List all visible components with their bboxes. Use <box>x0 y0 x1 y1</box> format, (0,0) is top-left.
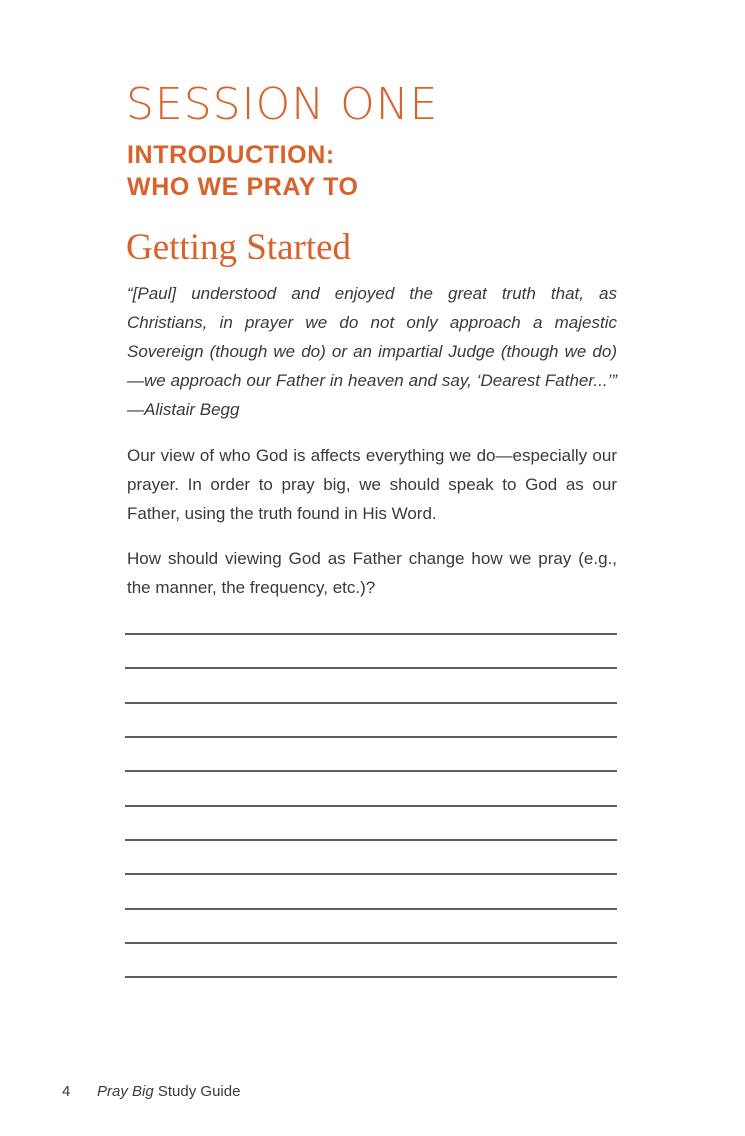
section-heading: Getting Started <box>126 227 352 268</box>
session-subtitle <box>127 139 359 203</box>
answer-line[interactable] <box>125 736 617 738</box>
subtitle-line-2: WHO WE PRAY TO <box>127 173 359 201</box>
answer-line[interactable] <box>125 942 617 944</box>
intro-paragraph: Our view of who God is affects everything we do—especially our prayer. In order to pray big, we should speak to God as our Father, using the truth found in His Word. <box>127 446 617 523</box>
answer-line[interactable] <box>125 805 617 807</box>
answer-line[interactable] <box>125 702 617 704</box>
session-title: SESSION ONE <box>126 79 439 130</box>
answer-line[interactable] <box>125 633 617 635</box>
answer-line[interactable] <box>125 908 617 910</box>
answer-line[interactable] <box>125 839 617 841</box>
opening-quote: “[Paul] understood and enjoyed the great truth that, as Christians, in prayer we do not only approach a majestic Sovereign (though we do) or an impartial Judge (though we do)—we approach our Father in heaven and say, ‘Dearest Father...’” —Alistair Begg <box>127 284 617 419</box>
book-title-rest: Study Guide <box>153 1083 241 1100</box>
answer-line[interactable] <box>125 667 617 669</box>
answer-line[interactable] <box>125 976 617 978</box>
subtitle-line-1: INTRODUCTION: <box>127 141 335 169</box>
answer-line[interactable] <box>125 873 617 875</box>
discussion-question: How should viewing God as Father change how we pray (e.g., the manner, the frequency, etc.)? <box>127 549 617 597</box>
book-title-italic: Pray Big <box>97 1083 154 1100</box>
page-number: 4 <box>62 1083 71 1100</box>
page-footer <box>62 1082 240 1102</box>
answer-line[interactable] <box>125 770 617 772</box>
